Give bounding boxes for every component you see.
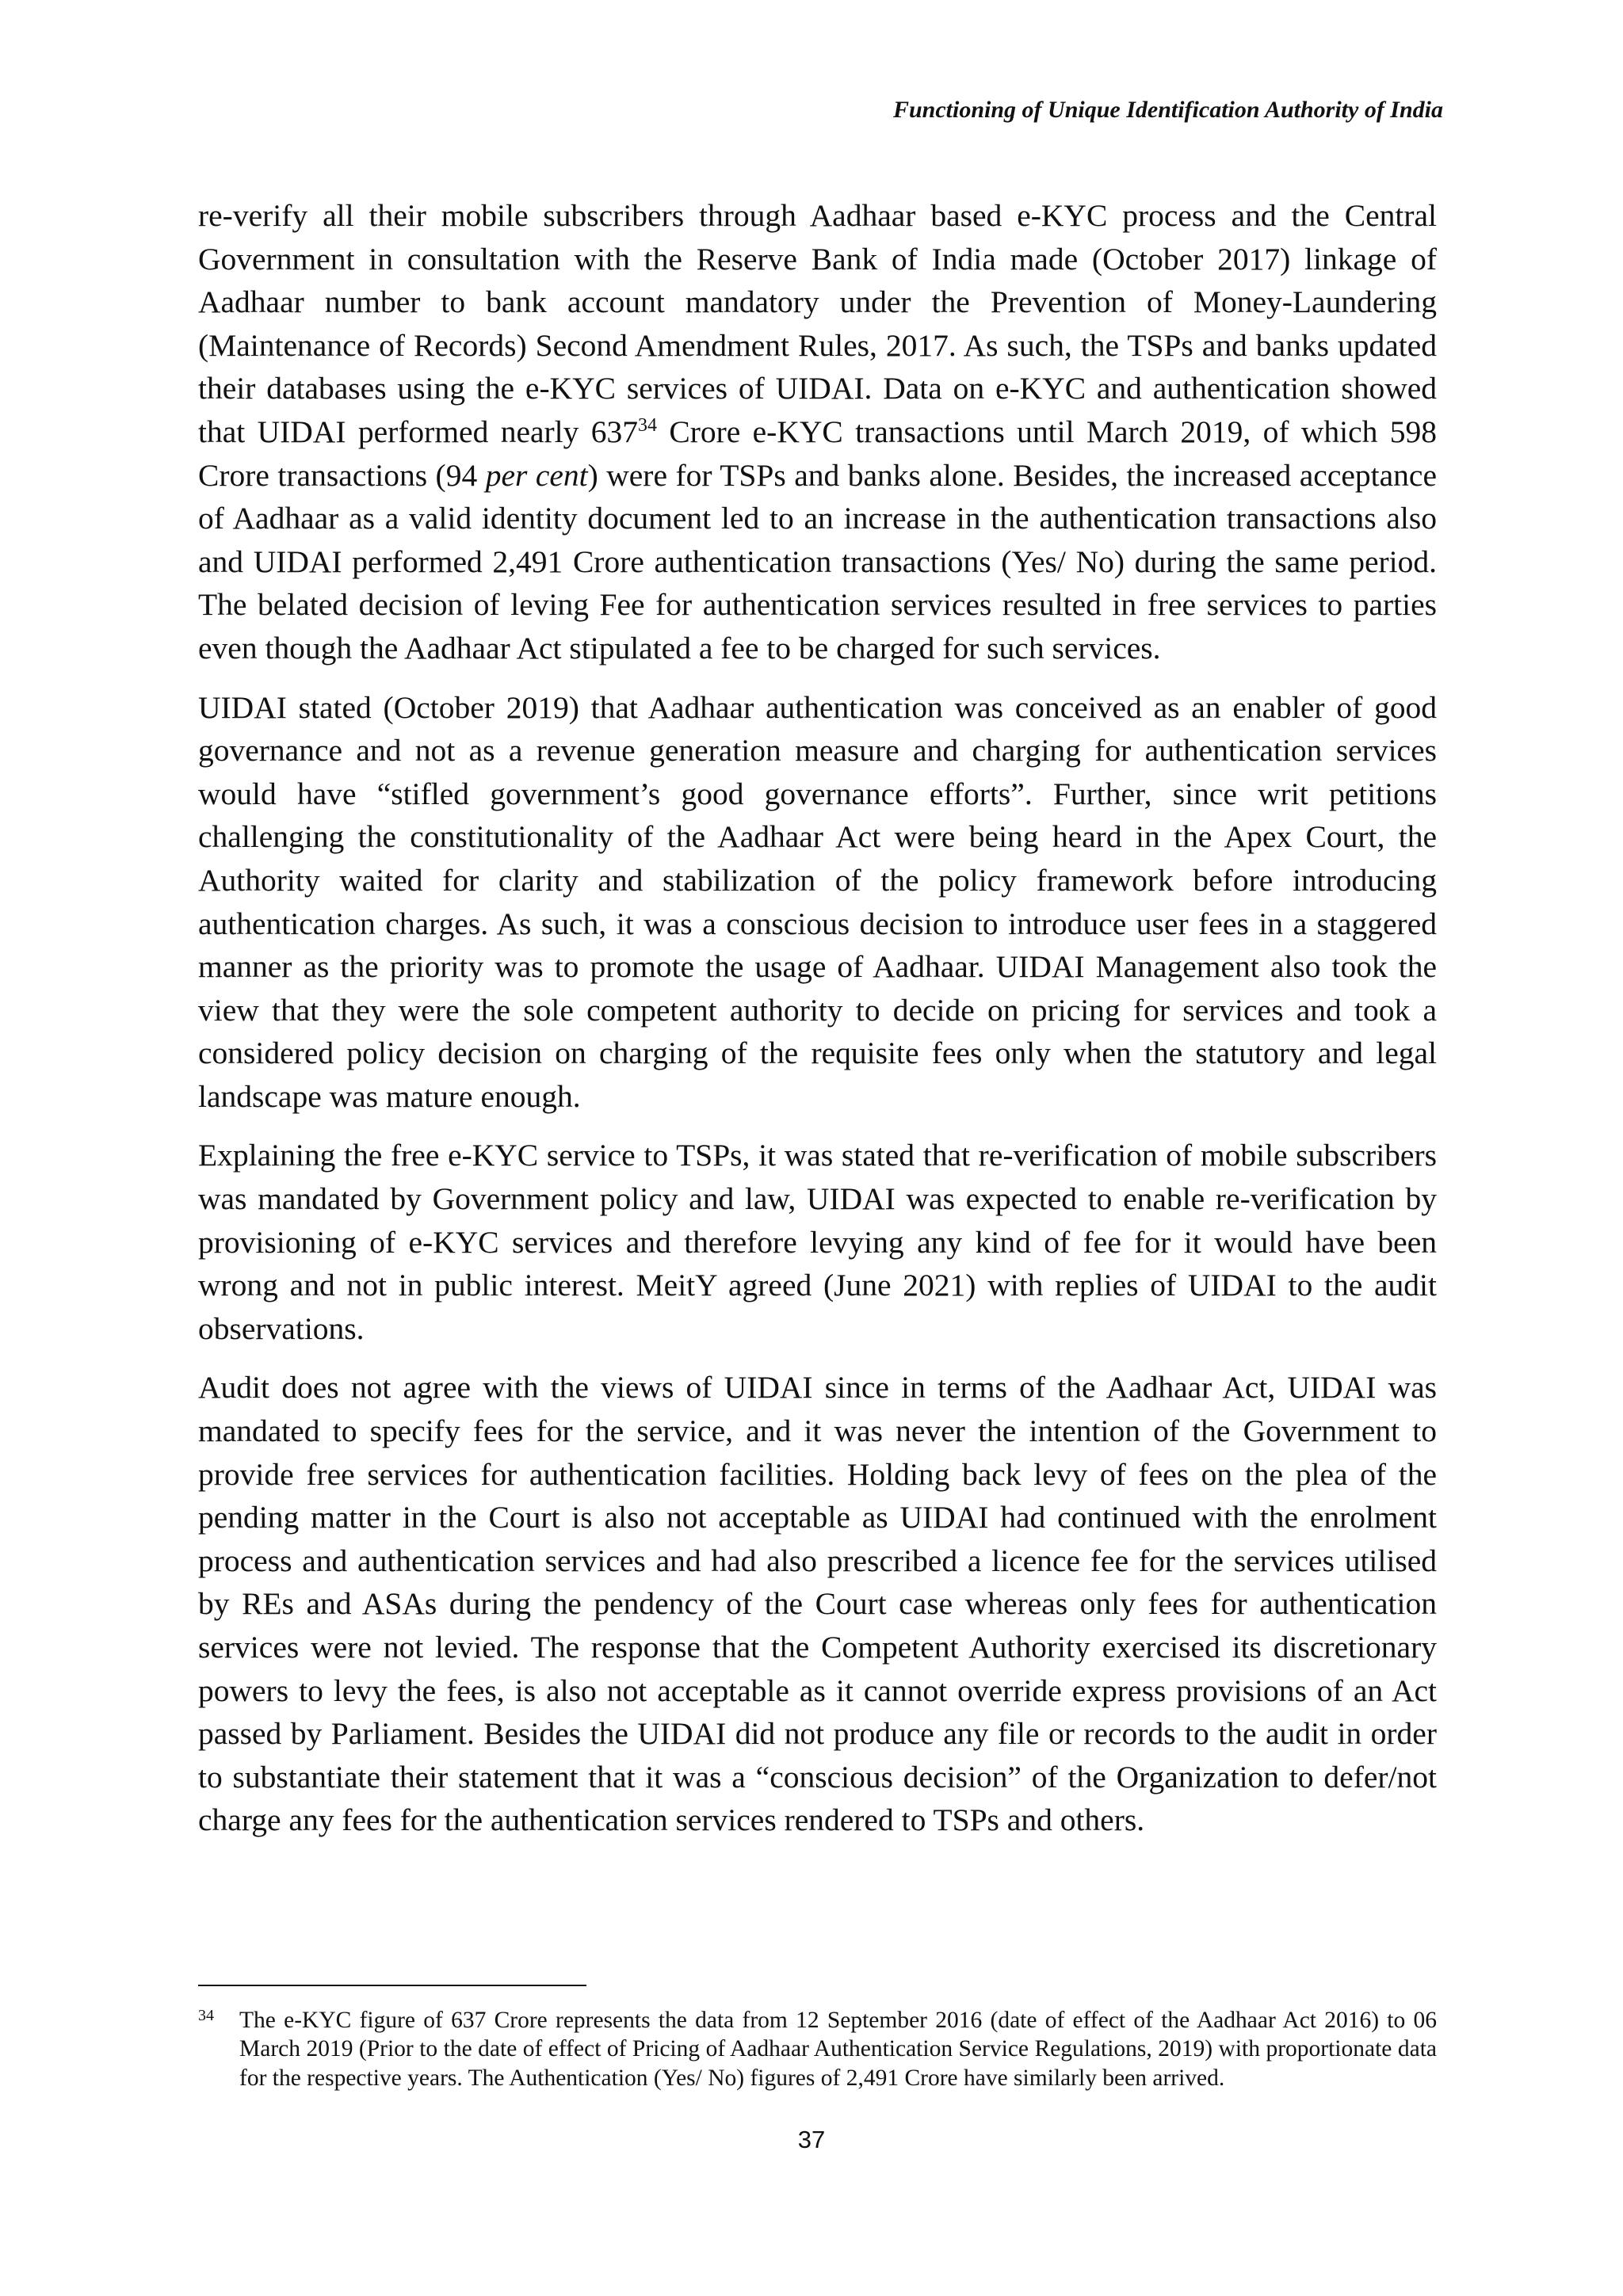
running-header: Functioning of Unique Identification Authority of India	[892, 97, 1443, 123]
paragraph-4: Audit does not agree with the views of UIDAI since in terms of the Aadhaar Act, UIDAI was mandated to specify fees for the service, and it was never the intention of the Government to provide free services for authentication facilities. Holding back levy of fees on the plea of the pending matter in the Court is also not acceptable as UIDAI had continued with the enrolment process and authentication services and had also prescribed a licence fee for the services utilised by REs and ASAs during the pendency of the Court case whereas only fees for authentication services were not levied. The response that the Competent Authority exercised its discretionary powers to levy the fees, is also not acceptable as it cannot override express provisions of an Act passed by Parliament. Besides the UIDAI did not produce any file or records to the audit in order to substantiate their statement that it was a “conscious decision” of the Organization to defer/not charge any fees for the authentication services rendered to TSPs and others.	[198, 1370, 1437, 1838]
footnote-mark: 34	[198, 2007, 214, 2024]
footnote-reference-34[interactable]: 34	[638, 414, 657, 436]
paragraph-1-emphasis: per cent	[485, 457, 588, 493]
footnote-text: The e-KYC figure of 637 Crore represents the data from 12 September 2016 (date of effect of the Aadhaar Act 2016) to 06 March 2019 (Prior to the date of effect of Pricing of Aadhaar Authentication Service Regulations, 2019) with proportionate data for the respective years. The Authentication (Yes/ No) figures of 2,491 Crore have similarly been arrived.	[239, 2008, 1437, 2091]
paragraph-1-part-a: re-verify all their mobile subscribers through Aadhaar based e-KYC process and the Central Government in consultation with the Reserve Bank of India made (October 2017) linkage of Aadhaar number to bank account mandatory under the Prevention of Money-Laundering (Maintenance of Records) Second Amendment Rules, 2017. As such, the TSPs and banks updated their databases using the e-KYC services of UIDAI. Data on e-KYC and authentication showed that UIDAI performed nearly 637	[198, 198, 1437, 449]
body-text	[198, 194, 1437, 1858]
footnote-divider	[198, 1985, 586, 1986]
paragraph-1	[198, 194, 1437, 670]
paragraph-2: UIDAI stated (October 2019) that Aadhaar authentication was conceived as an enabler of good governance and not as a revenue generation measure and charging for authentication services would have “stifled government’s good governance efforts”. Further, since writ petitions challenging the constitutionality of the Aadhaar Act were being heard in the Apex Court, the Authority waited for clarity and stabilization of the policy framework before introducing authentication charges. As such, it was a conscious decision to introduce user fees in a staggered manner as the priority was to promote the usage of Aadhaar. UIDAI Management also took the view that they were the sole competent authority to decide on pricing for services and took a considered policy decision on charging of the requisite fees only when the statutory and legal landscape was mature enough.	[198, 689, 1437, 1114]
paragraph-1-part-b: Crore e-KYC transactions until March 2019, of which 598 Crore transactions (94	[198, 414, 1437, 493]
footnote-34	[198, 2006, 1437, 2092]
page-number: 37	[797, 2126, 826, 2153]
paragraph-3: Explaining the free e-KYC service to TSPs, it was stated that re-verification of mobile subscribers was mandated by Government policy and law, UIDAI was expected to enable re-verification by provisioning of e-KYC services and therefore levying any kind of fee for it would have been wrong and not in public interest. MeitY agreed (June 2021) with replies of UIDAI to the audit observations.	[198, 1138, 1437, 1346]
paragraph-1-part-c: ) were for TSPs and banks alone. Besides, the increased acceptance of Aadhaar as a valid identity document led to an increase in the authentication transactions also and UIDAI performed 2,491 Crore authentication transactions (Yes/ No) during the same period. The belated decision of leving Fee for authentication services resulted in free services to parties even though the Aadhaar Act stipulated a fee to be charged for such services.	[198, 457, 1437, 666]
